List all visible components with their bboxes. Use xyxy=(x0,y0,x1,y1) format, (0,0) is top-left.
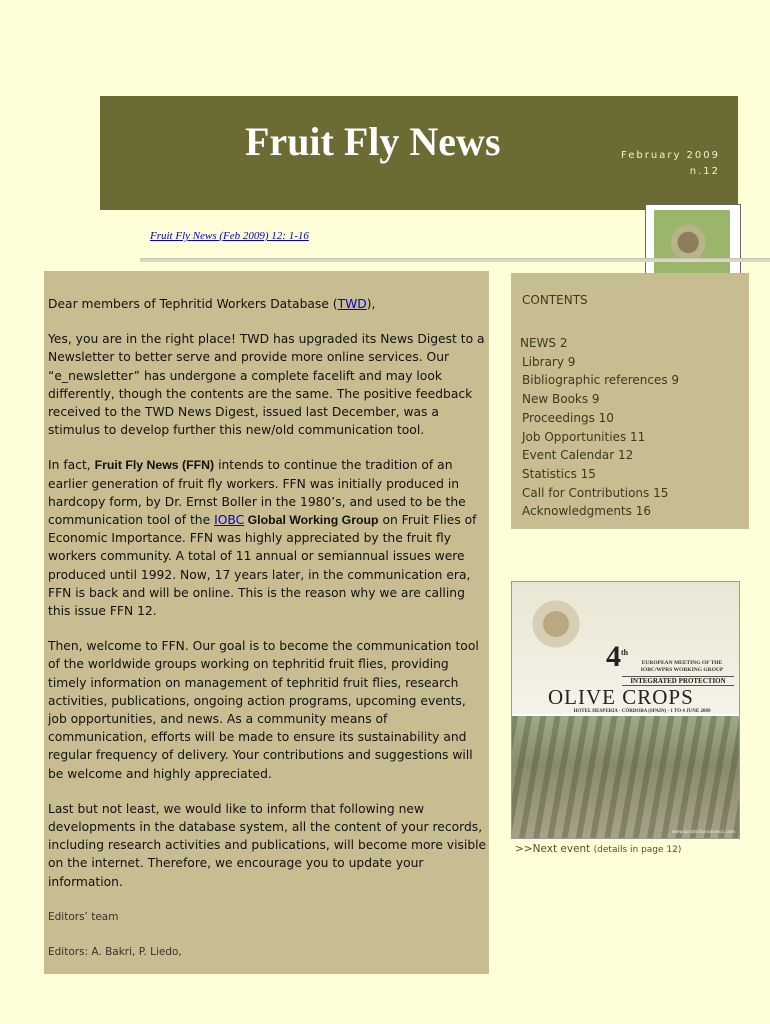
issue-number: n.12 xyxy=(689,166,720,177)
greeting xyxy=(48,295,488,313)
contents-item[interactable]: Event Calendar 12 xyxy=(522,448,634,463)
poster-hotel: HOTEL HESPERIA - CÓRDOBA (SPAIN) - 1 TO 4 JUNE 2009 xyxy=(573,709,711,714)
newsletter-title: Fruit Fly News xyxy=(245,119,501,164)
poster-number-text: 4 xyxy=(606,640,621,673)
poster-meeting-line2: IOBC/WPRS WORKING GROUP xyxy=(640,667,724,673)
fruit-fly-photo xyxy=(654,210,730,282)
next-event-details: (details in page 12) xyxy=(593,845,682,855)
greeting-suffix: ), xyxy=(366,297,376,311)
divider-rule xyxy=(140,258,770,262)
contents-item[interactable]: Call for Contributions 15 xyxy=(522,485,669,500)
poster-meeting-line1: EUROPEAN MEETING OF THE xyxy=(641,660,723,666)
greeting-prefix: Dear members of Tephritid Workers Database ( xyxy=(48,297,338,311)
poster-olive-crops: OLIVE CROPS xyxy=(548,685,694,709)
contents-item[interactable]: Bibliographic references 9 xyxy=(522,373,680,388)
citation-link[interactable]: Fruit Fly News (Feb 2009) 12: 1-16 xyxy=(150,230,309,242)
header-banner xyxy=(100,96,738,210)
contents-item[interactable]: Proceedings 10 xyxy=(522,410,614,425)
ffn-bold: Fruit Fly News (FFN) xyxy=(94,458,215,473)
poster-number-sup: th xyxy=(621,648,629,657)
paragraph-upgrade: Yes, you are in the right place! TWD has upgraded its News Digest to a Newsletter to better serve and provide more online services. Our “e_newsletter” has undergone a complete facelift and may look differently, though the contents are the same. The positive feedback received to the TWD News Digest, issued last December, was a stimulus to develop further this new/old communication tool. xyxy=(48,332,485,438)
contents-item[interactable]: New Books 9 xyxy=(522,392,600,407)
contents-panel xyxy=(511,273,749,529)
poster-protection: INTEGRATED PROTECTION xyxy=(622,676,734,686)
editors-names: Editors: A. Bakri, P. Liedo, xyxy=(48,946,182,959)
olive-fly-icon xyxy=(526,594,586,654)
next-event-label: >>Next event xyxy=(515,843,591,855)
contents-item[interactable]: Library 9 xyxy=(522,354,576,369)
editors-team: Editors’ team xyxy=(48,910,119,923)
editorial-text xyxy=(48,295,488,978)
poster-url: www.iprotectionoliveco.com xyxy=(671,830,735,835)
issue-date: February 2009 xyxy=(621,150,720,161)
paragraph-welcome: Then, welcome to FFN. Our goal is to become the communication tool of the worldwide groups working on tephritid fruit flies, providing timely information on management of tephritid fruit flies, research activities, publications, ongoing action programs, upcoming events, job opportunities, and news. As a community means of communication, efforts will be made to ensure its sustainability and regular frequency of delivery. Your contributions and suggestions will be welcome and highly appreciated. xyxy=(48,639,479,781)
olive-field-image xyxy=(512,716,739,838)
contents-item[interactable]: Acknowledgments 16 xyxy=(522,504,651,519)
olive-crops-poster[interactable] xyxy=(511,581,740,839)
p2-pre: In fact, xyxy=(48,458,95,473)
paragraph-history xyxy=(48,456,488,620)
contents-heading: CONTENTS xyxy=(522,293,588,307)
next-event[interactable] xyxy=(515,843,681,855)
iobc-link[interactable]: IOBC xyxy=(214,513,245,528)
poster-number xyxy=(606,640,628,674)
global-working-group: Global Working Group xyxy=(244,513,379,528)
p2-post: on Fruit Flies of Economic Importance. FFN was highly appreciated by the fruit fly workers community. A total of 11 annual or semiannual issues were produced until 1992. Now, 17 years later, in the communication era, FFN is back and will be online. This is the reason why we are calling this issue FFN 12. xyxy=(48,513,477,619)
contents-item[interactable]: NEWS 2 xyxy=(520,336,568,350)
contents-list xyxy=(522,334,679,521)
editorial-panel xyxy=(44,271,489,974)
contents-item[interactable]: Statistics 15 xyxy=(522,466,596,481)
p2-mid: intends to continue the tradition of an earlier generation of fruit fly workers. FFN was initially produced in hardcopy form, by Dr. Ernst Boller in the 1980’s, and used to be the communication tool of the xyxy=(48,458,466,528)
twd-link[interactable]: TWD xyxy=(337,297,367,311)
paragraph-database: Last but not least, we would like to inform that following new developments in the database system, all the content of your records, including research activities and publications, will become more visible on the internet. Therefore, we encourage you to update your information. xyxy=(48,801,487,889)
contents-item[interactable]: Job Opportunities 11 xyxy=(522,429,646,444)
